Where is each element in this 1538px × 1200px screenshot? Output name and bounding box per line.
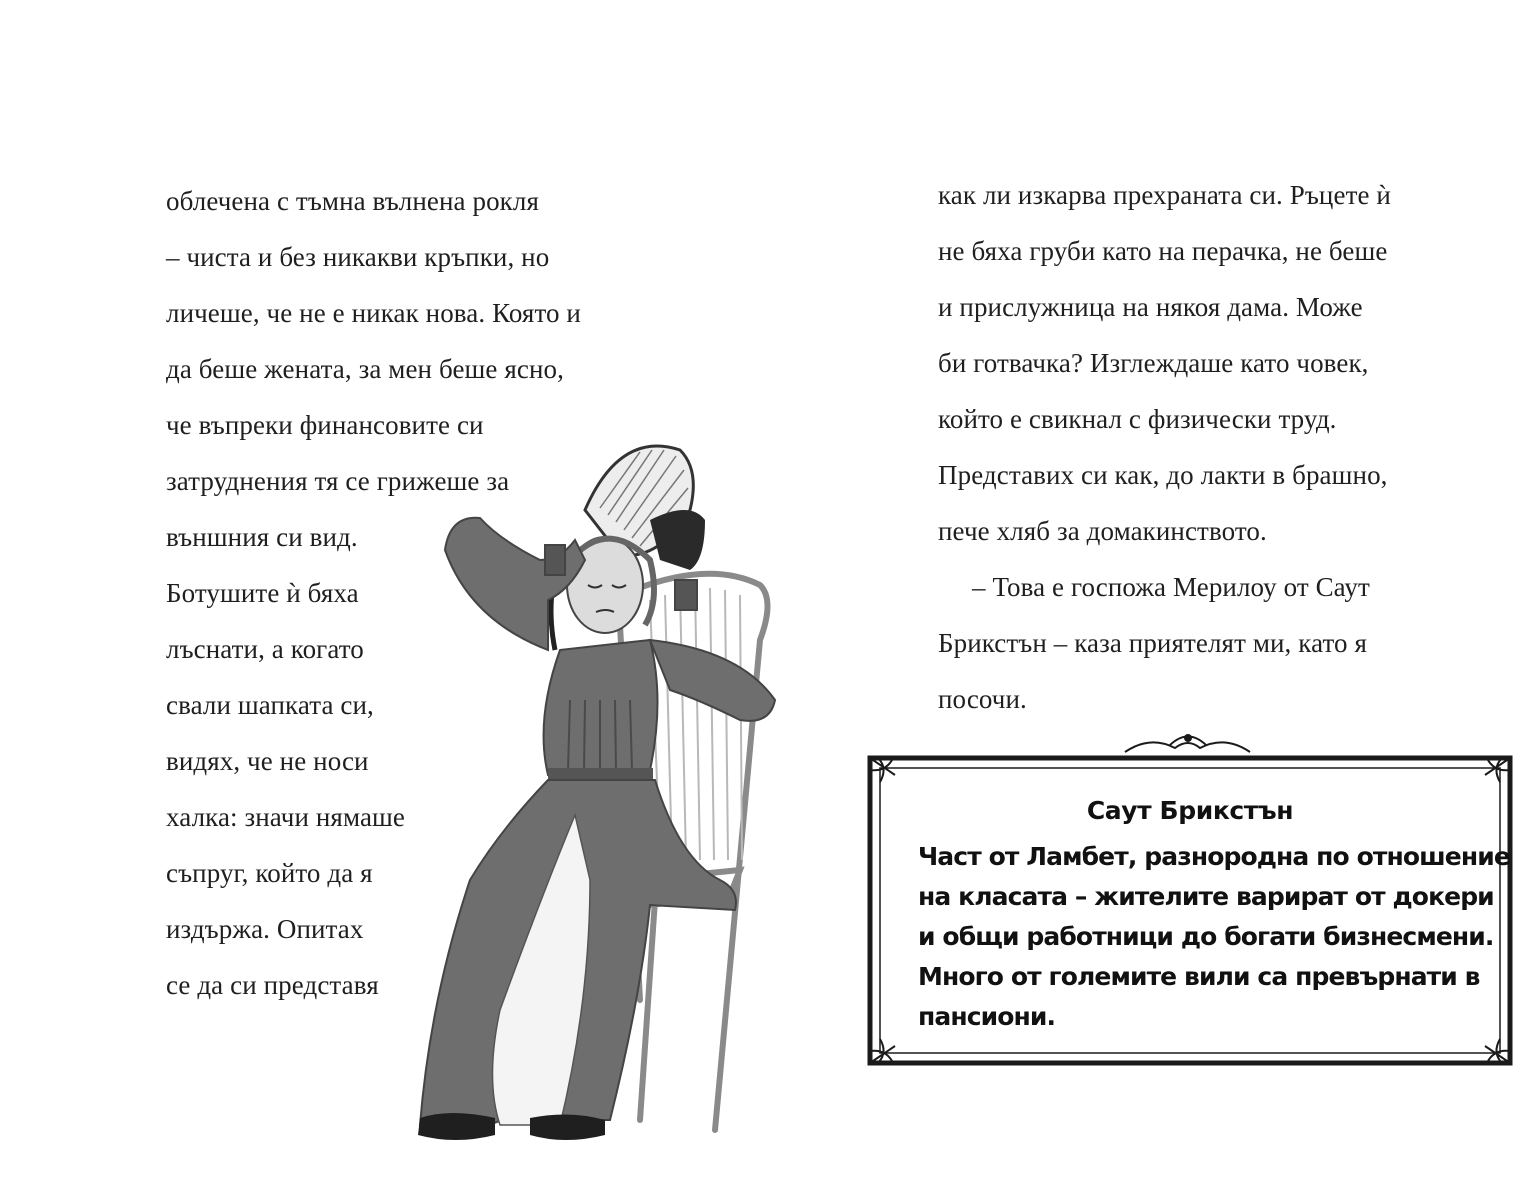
info-box-line: Част от Ламбет, разнородна по отношение (918, 842, 1510, 871)
text-line: видях, че не носи (166, 746, 369, 776)
text-line: – чиста и без никакви кръпки, но (166, 242, 550, 272)
text-line: външния си вид. (166, 522, 358, 552)
text-line: личеше, че не е никак нова. Която и (166, 298, 581, 328)
text-line: и прислужница на някоя дама. Може (938, 292, 1363, 322)
woman-illustration (400, 420, 800, 1155)
text-line: че въпреки финансовите си (166, 410, 484, 440)
ornament-icon (1125, 735, 1250, 752)
text-line: който е свикнал с физически труд. (938, 404, 1337, 434)
text-line: се да си представя (166, 970, 379, 1000)
info-box-title: Саут Брикстън (1086, 796, 1294, 825)
text-line: затруднения тя се грижеше за (166, 466, 510, 496)
text-line: Представих си как, до лакти в брашно, (938, 460, 1388, 490)
text-line: как ли изкарва прехраната си. Ръцете ѝ (938, 180, 1391, 210)
text-line: свали шапката си, (166, 690, 374, 720)
text-line: би готвачка? Изглеждаше като човек, (938, 348, 1369, 378)
text-line: лъснати, а когато (166, 634, 364, 664)
text-line: съпруг, който да я (166, 858, 373, 888)
text-line: Ботушите ѝ бяха (166, 578, 359, 608)
text-line: издържа. Опитах (166, 914, 364, 944)
text-line: пече хляб за домакинството. (938, 516, 1267, 546)
info-box-line: и общи работници до богати бизнесмени. (918, 922, 1494, 951)
text-line: – Това е госпожа Мерилоу от Саут (972, 572, 1370, 602)
info-box-line: на класата – жителите варират от докери (918, 882, 1494, 911)
text-line: посочи. (938, 684, 1027, 714)
info-box-line: пансиони. (918, 1002, 1056, 1031)
text-line: облечена с тъмна вълнена рокля (166, 186, 539, 216)
text-line: да беше жената, за мен беше ясно, (166, 354, 564, 384)
info-box-line: Много от големите вили са превърнати в (918, 962, 1480, 991)
text-line: не бяха груби като на перачка, не беше (938, 236, 1388, 266)
text-line: халка: значи нямаше (166, 802, 406, 832)
text-line: Брикстън – каза приятелят ми, като я (938, 628, 1367, 658)
